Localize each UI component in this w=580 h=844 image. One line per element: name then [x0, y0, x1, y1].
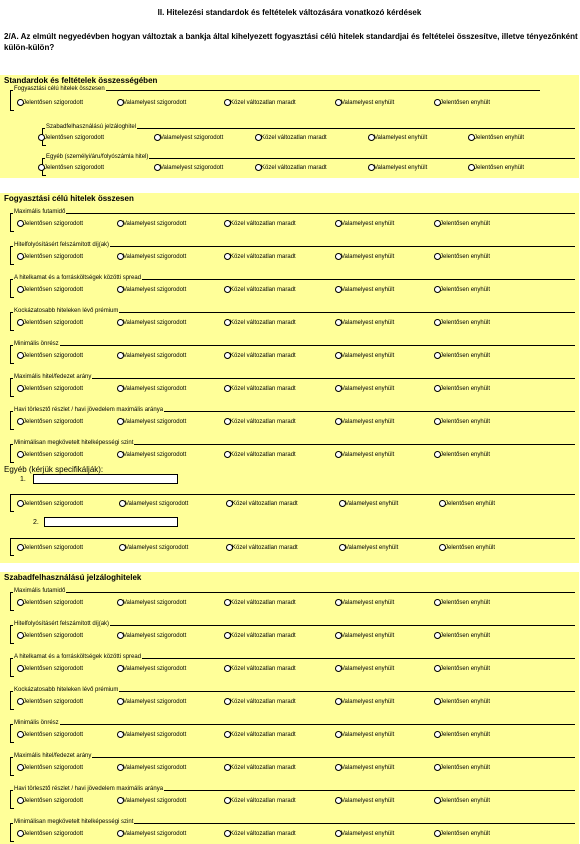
- radio-option-label: Valamelyest szigorodott: [123, 830, 187, 837]
- radio-option[interactable]: [335, 665, 394, 672]
- group-label: Havi törlesztő részlet / havi jövedelem maximális aránya: [14, 786, 164, 792]
- radio-option-label: Közel változatlan maradt: [230, 665, 296, 672]
- radio-option-label: Közel változatlan maradt: [230, 286, 296, 293]
- radio-option-label: Jelentősen enyhült: [440, 665, 491, 672]
- radio-option-label: Valamelyest szigorodott: [123, 731, 187, 738]
- radio-option[interactable]: [38, 164, 104, 171]
- radio-option[interactable]: [224, 352, 296, 359]
- radio-option-label: Valamelyest szigorodott: [123, 698, 187, 705]
- group-frame-bottom: [10, 110, 14, 111]
- radio-option[interactable]: [117, 220, 186, 227]
- group-frame-left: [10, 213, 11, 232]
- radio-option-label: Valamelyest enyhült: [341, 352, 395, 359]
- radio-option[interactable]: [117, 599, 186, 606]
- radio-option-label: Jelentősen szigorodott: [23, 764, 84, 771]
- group-frame-left: [10, 90, 11, 111]
- radio-option-label: Közel változatlan maradt: [230, 731, 296, 738]
- group-frame-top: [10, 378, 575, 379]
- radio-option[interactable]: [117, 253, 186, 260]
- radio-option[interactable]: [17, 500, 83, 507]
- radio-option-label: Valamelyest enyhült: [345, 544, 399, 551]
- radio-option[interactable]: [17, 731, 83, 738]
- radio-option-label: Valamelyest szigorodott: [125, 544, 189, 551]
- radio-option-label: Valamelyest enyhült: [341, 418, 395, 425]
- radio-option[interactable]: [226, 500, 298, 507]
- group-label: Maximális futamidő: [14, 588, 66, 594]
- radio-option[interactable]: [224, 220, 296, 227]
- radio-option[interactable]: [335, 698, 394, 705]
- radio-option[interactable]: [434, 632, 490, 639]
- group-frame-bottom: [10, 742, 14, 743]
- radio-option[interactable]: [335, 253, 394, 260]
- group-frame-left: [10, 658, 11, 677]
- radio-option-label: Valamelyest enyhült: [341, 698, 395, 705]
- radio-option-label: Valamelyest szigorodott: [160, 134, 224, 141]
- radio-option[interactable]: [17, 319, 83, 326]
- radio-option[interactable]: [117, 418, 186, 425]
- radio-option[interactable]: [17, 632, 83, 639]
- radio-option-label: Közel változatlan maradt: [230, 418, 296, 425]
- radio-option-label: Valamelyest enyhült: [374, 134, 428, 141]
- group-frame-top: [10, 494, 575, 495]
- radio-option[interactable]: [224, 731, 296, 738]
- radio-option-label: Jelentősen enyhült: [440, 352, 491, 359]
- other-factors-label: Egyéb (kérjük specifikálják):: [4, 465, 104, 474]
- radio-option-label: Közel változatlan maradt: [230, 698, 296, 705]
- radio-option-label: Közel változatlan maradt: [230, 632, 296, 639]
- radio-option[interactable]: [17, 764, 83, 771]
- radio-option[interactable]: [335, 418, 394, 425]
- radio-option-label: Jelentősen szigorodott: [23, 385, 84, 392]
- radio-option[interactable]: [117, 830, 186, 837]
- group-frame-bottom: [10, 264, 14, 265]
- radio-option[interactable]: [17, 451, 83, 458]
- group-frame-bottom: [10, 462, 14, 463]
- group-frame-bottom: [10, 363, 14, 364]
- radio-option[interactable]: [335, 99, 394, 106]
- radio-option[interactable]: [434, 385, 490, 392]
- radio-option[interactable]: [224, 764, 296, 771]
- group-frame-left: [10, 444, 11, 463]
- radio-option[interactable]: [117, 665, 186, 672]
- group-frame-top: [10, 538, 575, 539]
- radio-option-label: Jelentősen szigorodott: [23, 632, 84, 639]
- radio-option[interactable]: [117, 385, 186, 392]
- radio-option[interactable]: [224, 599, 296, 606]
- radio-option-label: Jelentősen enyhült: [440, 830, 491, 837]
- radio-option-label: Közel változatlan maradt: [230, 764, 296, 771]
- group-frame-bottom: [42, 145, 46, 146]
- section-title: Fogyasztási célú hitelek összesen: [4, 194, 134, 203]
- radio-option[interactable]: [117, 352, 186, 359]
- group-label: Kockázatosabb hiteleken lévő prémium: [14, 687, 119, 693]
- radio-option[interactable]: [368, 164, 427, 171]
- radio-option[interactable]: [117, 797, 186, 804]
- group-frame-bottom: [42, 175, 46, 176]
- radio-option-label: Közel változatlan maradt: [230, 220, 296, 227]
- radio-option-label: Közel változatlan maradt: [230, 352, 296, 359]
- radio-option-label: Valamelyest enyhült: [341, 764, 395, 771]
- radio-option[interactable]: [434, 599, 490, 606]
- radio-option-label: Közel változatlan maradt: [230, 797, 296, 804]
- radio-option-label: Valamelyest enyhült: [341, 451, 395, 458]
- radio-option[interactable]: [17, 220, 83, 227]
- radio-option-label: Közel változatlan maradt: [232, 500, 298, 507]
- radio-option-label: Jelentősen szigorodott: [23, 253, 84, 260]
- radio-option[interactable]: [224, 385, 296, 392]
- radio-option-label: Közel változatlan maradt: [261, 164, 327, 171]
- radio-option[interactable]: [468, 134, 524, 141]
- group-frame-bottom: [10, 643, 14, 644]
- radio-option[interactable]: [224, 451, 296, 458]
- radio-option[interactable]: [434, 698, 490, 705]
- radio-option[interactable]: [224, 632, 296, 639]
- radio-option[interactable]: [434, 764, 490, 771]
- radio-option-label: Közel változatlan maradt: [232, 544, 298, 551]
- radio-option-label: Valamelyest szigorodott: [123, 220, 187, 227]
- radio-option[interactable]: [335, 731, 394, 738]
- group-frame-left: [10, 246, 11, 265]
- radio-option[interactable]: [339, 500, 398, 507]
- question-text: 2/A. Az elmúlt negyedévben hogyan változtak a bankja által kihelyezett fogyasztási célú hitelek standardjai és feltételei összesítve, illetve tényezőnként külön-külön?: [4, 32, 578, 52]
- radio-option[interactable]: [117, 764, 186, 771]
- group-frame-left: [10, 724, 11, 743]
- radio-option-label: Jelentősen enyhült: [445, 500, 496, 507]
- radio-option-label: Jelentősen szigorodott: [23, 286, 84, 293]
- radio-option-label: Valamelyest enyhült: [341, 220, 395, 227]
- page-title: II. Hitelezési standardok és feltételek változására vonatkozó kérdések: [157, 8, 422, 17]
- group-label: Minimálisan megkövetelt hitelképességi szint: [14, 440, 134, 446]
- radio-option-label: Jelentősen enyhült: [445, 544, 496, 551]
- radio-option-label: Valamelyest enyhült: [341, 385, 395, 392]
- radio-option-label: Közel változatlan maradt: [230, 319, 296, 326]
- radio-option-label: Jelentősen enyhült: [440, 220, 491, 227]
- radio-option[interactable]: [117, 319, 186, 326]
- group-label: Egyéb (személyi/áru/folyószámla hitel): [46, 154, 149, 160]
- radio-option-label: Valamelyest enyhült: [341, 665, 395, 672]
- radio-option[interactable]: [335, 220, 394, 227]
- radio-option[interactable]: [439, 544, 495, 551]
- radio-option-label: Valamelyest enyhült: [341, 286, 395, 293]
- radio-option-label: Jelentősen enyhült: [440, 319, 491, 326]
- radio-option[interactable]: [17, 599, 83, 606]
- radio-option[interactable]: [17, 698, 83, 705]
- radio-option[interactable]: [224, 665, 296, 672]
- radio-option[interactable]: [224, 830, 296, 837]
- other-number: 2.: [33, 519, 39, 526]
- group-frame-left: [10, 757, 11, 776]
- group-frame-left: [10, 378, 11, 397]
- radio-option-label: Valamelyest szigorodott: [123, 253, 187, 260]
- radio-option[interactable]: [434, 220, 490, 227]
- group-frame-bottom: [10, 709, 14, 710]
- radio-option-label: Valamelyest enyhült: [341, 830, 395, 837]
- radio-option[interactable]: [17, 544, 83, 551]
- group-label: Kockázatosabb hiteleken lévő prémium: [14, 308, 119, 314]
- radio-option[interactable]: [434, 99, 490, 106]
- radio-option[interactable]: [434, 418, 490, 425]
- radio-option[interactable]: [17, 253, 83, 260]
- group-label: A hitelkamat és a forrásköltségek közötti spread: [14, 275, 142, 281]
- group-frame-left: [10, 625, 11, 644]
- radio-option[interactable]: [434, 286, 490, 293]
- radio-option[interactable]: [117, 99, 186, 106]
- group-frame-left: [10, 345, 11, 364]
- radio-option-label: Jelentősen szigorodott: [23, 731, 84, 738]
- group-frame-top: [10, 592, 575, 593]
- other-factor-2-input[interactable]: [44, 517, 178, 527]
- radio-option-label: Jelentősen szigorodott: [23, 830, 84, 837]
- group-label: Minimális önrész: [14, 720, 59, 726]
- radio-option-label: Jelentősen enyhült: [440, 385, 491, 392]
- group-frame-left: [10, 494, 11, 512]
- radio-option[interactable]: [17, 830, 83, 837]
- radio-option[interactable]: [434, 830, 490, 837]
- radio-option[interactable]: [335, 319, 394, 326]
- radio-option[interactable]: [154, 134, 223, 141]
- group-frame-left: [10, 312, 11, 331]
- radio-option-label: Jelentősen szigorodott: [23, 418, 84, 425]
- group-label: A hitelkamat és a forrásköltségek közötti spread: [14, 654, 142, 660]
- group-label: Maximális hitel/fedezet arány: [14, 753, 92, 759]
- radio-option[interactable]: [117, 286, 186, 293]
- group-frame-left: [10, 691, 11, 710]
- group-frame-bottom: [10, 330, 14, 331]
- radio-option-label: Közel változatlan maradt: [261, 134, 327, 141]
- radio-option-label: Jelentősen enyhült: [440, 451, 491, 458]
- radio-option-label: Valamelyest enyhült: [341, 797, 395, 804]
- group-frame-bottom: [10, 841, 14, 842]
- section-title: Szabadfelhasználású jelzáloghitelek: [4, 573, 142, 582]
- radio-option-label: Jelentősen enyhült: [440, 253, 491, 260]
- radio-option-label: Jelentősen enyhült: [440, 418, 491, 425]
- radio-option[interactable]: [335, 352, 394, 359]
- radio-option[interactable]: [17, 286, 83, 293]
- radio-option-label: Közel változatlan maradt: [230, 385, 296, 392]
- group-frame-top: [10, 757, 575, 758]
- radio-option-label: Jelentősen szigorodott: [23, 797, 84, 804]
- radio-option[interactable]: [434, 797, 490, 804]
- radio-option-label: Valamelyest szigorodott: [160, 164, 224, 171]
- radio-option-label: Valamelyest szigorodott: [123, 418, 187, 425]
- radio-option[interactable]: [468, 164, 524, 171]
- radio-option[interactable]: [17, 797, 83, 804]
- radio-option[interactable]: [17, 385, 83, 392]
- radio-option[interactable]: [335, 286, 394, 293]
- radio-option-label: Jelentősen enyhült: [440, 99, 491, 106]
- radio-option-label: Jelentősen enyhült: [440, 698, 491, 705]
- radio-option[interactable]: [224, 286, 296, 293]
- group-frame-left: [10, 823, 11, 842]
- radio-option[interactable]: [434, 352, 490, 359]
- radio-option[interactable]: [434, 451, 490, 458]
- radio-option[interactable]: [226, 544, 298, 551]
- radio-option[interactable]: [119, 544, 188, 551]
- group-frame-top: [10, 724, 575, 725]
- group-frame-top: [10, 345, 575, 346]
- radio-option[interactable]: [154, 164, 223, 171]
- group-frame-bottom: [10, 676, 14, 677]
- radio-option-label: Valamelyest szigorodott: [123, 797, 187, 804]
- radio-option-label: Valamelyest szigorodott: [123, 599, 187, 606]
- radio-option-label: Valamelyest enyhült: [374, 164, 428, 171]
- radio-option[interactable]: [17, 99, 83, 106]
- radio-option[interactable]: [434, 319, 490, 326]
- radio-option-label: Jelentősen szigorodott: [23, 500, 84, 507]
- radio-option-label: Valamelyest enyhült: [341, 319, 395, 326]
- group-frame-bottom: [10, 610, 14, 611]
- radio-option-label: Valamelyest enyhült: [341, 253, 395, 260]
- group-frame-bottom: [10, 808, 14, 809]
- radio-option[interactable]: [17, 418, 83, 425]
- radio-option[interactable]: [434, 731, 490, 738]
- radio-option-label: Jelentősen enyhült: [440, 764, 491, 771]
- radio-option-label: Jelentősen szigorodott: [44, 164, 105, 171]
- radio-option[interactable]: [117, 632, 186, 639]
- radio-option[interactable]: [224, 319, 296, 326]
- radio-option-label: Jelentősen szigorodott: [23, 352, 84, 359]
- radio-option-label: Valamelyest enyhült: [341, 731, 395, 738]
- group-frame-bottom: [10, 511, 14, 512]
- group-frame-left: [10, 411, 11, 430]
- radio-option[interactable]: [38, 134, 104, 141]
- radio-option[interactable]: [434, 253, 490, 260]
- radio-option-label: Valamelyest szigorodott: [123, 764, 187, 771]
- group-label: Maximális futamidő: [14, 209, 66, 215]
- section-title: Standardok és feltételek összességében: [4, 76, 158, 85]
- radio-option-label: Jelentősen enyhült: [440, 797, 491, 804]
- radio-option-label: Valamelyest szigorodott: [123, 665, 187, 672]
- radio-option-label: Valamelyest szigorodott: [123, 286, 187, 293]
- group-label: Hitelfolyósításért felszámított díj(ak): [14, 621, 110, 627]
- group-frame-bottom: [10, 231, 14, 232]
- radio-option-label: Jelentősen szigorodott: [23, 451, 84, 458]
- radio-option[interactable]: [117, 451, 186, 458]
- radio-option-label: Jelentősen enyhült: [440, 286, 491, 293]
- other-factor-1-input[interactable]: [33, 474, 178, 484]
- radio-option-label: Jelentősen szigorodott: [23, 99, 84, 106]
- radio-option-label: Jelentősen enyhült: [440, 731, 491, 738]
- group-label: Minimális önrész: [14, 341, 59, 347]
- group-frame-bottom: [10, 297, 14, 298]
- group-frame-left: [10, 592, 11, 611]
- radio-option[interactable]: [335, 764, 394, 771]
- radio-option-label: Közel változatlan maradt: [230, 253, 296, 260]
- group-label: Hitelfolyósításért felszámított díj(ak): [14, 242, 110, 248]
- radio-option-label: Jelentősen szigorodott: [23, 599, 84, 606]
- group-label: Fogyasztási célú hitelek összesen: [14, 86, 105, 92]
- radio-option[interactable]: [434, 665, 490, 672]
- radio-option[interactable]: [117, 731, 186, 738]
- radio-option-label: Valamelyest szigorodott: [123, 319, 187, 326]
- radio-option-label: Valamelyest enyhült: [345, 500, 399, 507]
- radio-option[interactable]: [335, 797, 394, 804]
- group-frame-bottom: [10, 555, 14, 556]
- radio-option-label: Jelentősen enyhült: [440, 599, 491, 606]
- group-label: Havi törlesztő részlet / havi jövedelem maximális aránya: [14, 407, 164, 413]
- group-frame-left: [10, 790, 11, 809]
- radio-option[interactable]: [224, 698, 296, 705]
- radio-option-label: Valamelyest szigorodott: [123, 99, 187, 106]
- radio-option-label: Jelentősen szigorodott: [44, 134, 105, 141]
- radio-option-label: Közel változatlan maradt: [230, 830, 296, 837]
- radio-option[interactable]: [17, 352, 83, 359]
- group-frame-bottom: [10, 396, 14, 397]
- radio-option-label: Jelentősen szigorodott: [23, 220, 84, 227]
- group-label: Szabadfelhasználású jelzáloghitel: [46, 124, 137, 130]
- group-label: Maximális hitel/fedezet arány: [14, 374, 92, 380]
- radio-option[interactable]: [339, 544, 398, 551]
- radio-option[interactable]: [335, 830, 394, 837]
- radio-option-label: Valamelyest enyhült: [341, 599, 395, 606]
- radio-option[interactable]: [17, 665, 83, 672]
- radio-option-label: Valamelyest enyhült: [341, 632, 395, 639]
- radio-option[interactable]: [255, 134, 327, 141]
- radio-option-label: Jelentősen enyhült: [474, 134, 525, 141]
- radio-option-label: Jelentősen szigorodott: [23, 319, 84, 326]
- radio-option[interactable]: [335, 385, 394, 392]
- radio-option-label: Közel változatlan maradt: [230, 599, 296, 606]
- radio-option[interactable]: [224, 797, 296, 804]
- radio-option-label: Valamelyest szigorodott: [123, 385, 187, 392]
- radio-option[interactable]: [335, 599, 394, 606]
- radio-option[interactable]: [224, 253, 296, 260]
- radio-option[interactable]: [117, 698, 186, 705]
- radio-option[interactable]: [439, 500, 495, 507]
- group-frame-bottom: [10, 775, 14, 776]
- radio-option[interactable]: [335, 632, 394, 639]
- radio-option-label: Közel változatlan maradt: [230, 99, 296, 106]
- radio-option[interactable]: [255, 164, 327, 171]
- radio-option-label: Jelentősen szigorodott: [23, 665, 84, 672]
- group-frame-left: [10, 279, 11, 298]
- radio-option-label: Jelentősen enyhült: [474, 164, 525, 171]
- group-frame-left: [10, 538, 11, 556]
- radio-option[interactable]: [224, 418, 296, 425]
- group-frame-bottom: [10, 429, 14, 430]
- radio-option-label: Jelentősen szigorodott: [23, 544, 84, 551]
- radio-option-label: Valamelyest szigorodott: [123, 451, 187, 458]
- radio-option-label: Valamelyest enyhült: [341, 99, 395, 106]
- radio-option[interactable]: [224, 99, 296, 106]
- radio-option-label: Közel változatlan maradt: [230, 451, 296, 458]
- radio-option-label: Valamelyest szigorodott: [123, 632, 187, 639]
- other-number: 1.: [20, 476, 26, 483]
- radio-option[interactable]: [119, 500, 188, 507]
- group-label: Minimálisan megkövetelt hitelképességi szint: [14, 819, 134, 825]
- group-frame-top: [10, 213, 575, 214]
- radio-option-label: Jelentősen szigorodott: [23, 698, 84, 705]
- radio-option-label: Jelentősen enyhült: [440, 632, 491, 639]
- radio-option-label: Valamelyest szigorodott: [123, 352, 187, 359]
- radio-option-label: Valamelyest szigorodott: [125, 500, 189, 507]
- radio-option[interactable]: [368, 134, 427, 141]
- radio-option[interactable]: [335, 451, 394, 458]
